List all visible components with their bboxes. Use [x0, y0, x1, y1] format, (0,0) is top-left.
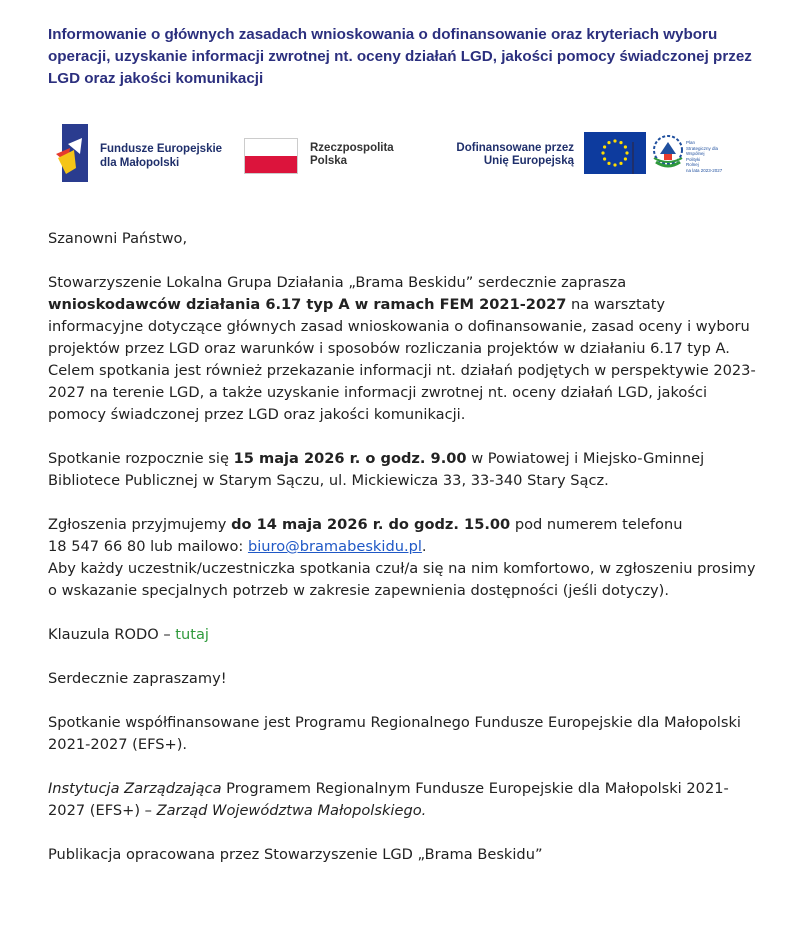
paragraph-rodo [48, 624, 760, 646]
pl-line1: Rzeczpospolita [310, 142, 394, 154]
email-link[interactable]: biuro@bramabeskidu.pl [247, 538, 422, 555]
fe-star-icon [56, 124, 92, 182]
greeting: Szanowni Państwo, [48, 230, 188, 247]
cofinance-note: Spotkanie współfinansowane jest Programu Regionalnego Fundusze Europejskie dla Małopolski 2021-2027 (EFS+). [48, 714, 741, 753]
p1-text-bold: wnioskodawców działania 6.17 typ A w ramach FEM 2021-2027 [48, 296, 567, 313]
lgd-line1: Plan [686, 140, 696, 145]
page-title: Informowanie o głównych zasadach wnioskowania o dofinansowanie oraz kryteriach wyboru operacji, uzyskanie informacji zwrotnej nt. oceny działań LGD, jakości pomocy świadczonej przez LGD oraz jakości komunikacji [48, 26, 752, 87]
lgd-line6: na lata 2023-2027 [686, 167, 723, 173]
paragraph-invitation [48, 272, 760, 426]
eu-line2: Unię Europejską [483, 155, 574, 167]
paragraph-meeting [48, 448, 760, 492]
rodo-link[interactable]: tutaj [175, 626, 209, 643]
polish-flag-icon [244, 138, 298, 174]
p3-text-c: pod numerem telefonu [510, 516, 683, 533]
institution-note [48, 778, 760, 822]
lgd-line3: Wspólnej [686, 151, 705, 156]
p3-deadline-bold: do 14 maja 2026 r. do godz. 15.00 [231, 516, 511, 533]
lgd-line2: Strategiczny dla [686, 145, 719, 151]
lgd-line4: Polityki [686, 156, 701, 162]
logo-divider [632, 142, 634, 174]
institution-italic-c: Zarząd Województwa Małopolskiego. [156, 802, 427, 819]
eu-flag-icon [584, 132, 646, 174]
fe-line2: dla Małopolski [100, 157, 180, 169]
paragraph-registration [48, 514, 760, 602]
psp-wpr-logo [652, 130, 748, 182]
p2-text-a: Spotkanie rozpocznie się [48, 450, 234, 467]
closing: Serdecznie zapraszamy! [48, 670, 227, 687]
p3-text-a: Zgłoszenia przyjmujemy [48, 516, 232, 533]
lgd-line5: Rolnej [686, 162, 699, 167]
p2-date-bold: 15 maja 2026 r. o godz. 9.00 [233, 450, 467, 467]
institution-italic-a: Instytucja Zarządzająca [48, 780, 222, 797]
p3-text-e: . [421, 538, 427, 555]
psp-emblem-icon [652, 130, 684, 174]
eu-cofinanced-logo [416, 130, 646, 182]
publication-note: Publikacja opracowana przez Stowarzyszenie LGD „Brama Beskidu” [48, 846, 543, 863]
p2-text-c: w Powiatowej i Miejsko-Gminnej Bibliotece Publicznej w Starym Sączu, ul. Mickiewicza 33, 33-340 Stary Sącz. [48, 450, 705, 489]
rzeczpospolita-polska-logo [244, 132, 404, 182]
fe-line1: Fundusze Europejskie [100, 143, 223, 155]
fundusze-europejskie-logo [56, 124, 236, 186]
pl-line2: Polska [310, 155, 348, 167]
p3-text-f: Aby każdy uczestnik/uczestniczka spotkania czuł/a się na nim komfortowo, w zgłoszeniu prosimy o wskazanie specjalnych potrzeb w zakresie zapewnienia dostępności (jeśli dotyczy). [48, 560, 756, 599]
p1-text-a: Stowarzyszenie Lokalna Grupa Działania „Brama Beskidu” serdecznie zaprasza [48, 274, 627, 291]
logo-bar [56, 124, 746, 190]
rodo-text: Klauzula RODO – [48, 626, 176, 643]
p1-text-c: na warsztaty informacyjne dotyczące głównych zasad wnioskowania o dofinansowanie, zasad oceny i wyboru projektów przez LGD oraz warunków i sposobów rozliczania projektów w działaniu 6.17 typ A. Celem spotkania jest również przekazanie informacji nt. działań podjętych w perspektywie 2023-2027 na terenie LGD, a także uzyskanie informacji zwrotnej nt. oceny działań LGD, jakości pomocy świadczonej przez LGD oraz jakości komunikacji. [48, 296, 756, 423]
institution-text-b: Programem Regionalnym Fundusze Europejskie dla Małopolski 2021-2027 (EFS+) – [48, 780, 729, 819]
eu-line1: Dofinansowane przez [456, 142, 574, 154]
p3-text-d: 18 547 66 80 lub mailowo: [48, 538, 248, 555]
